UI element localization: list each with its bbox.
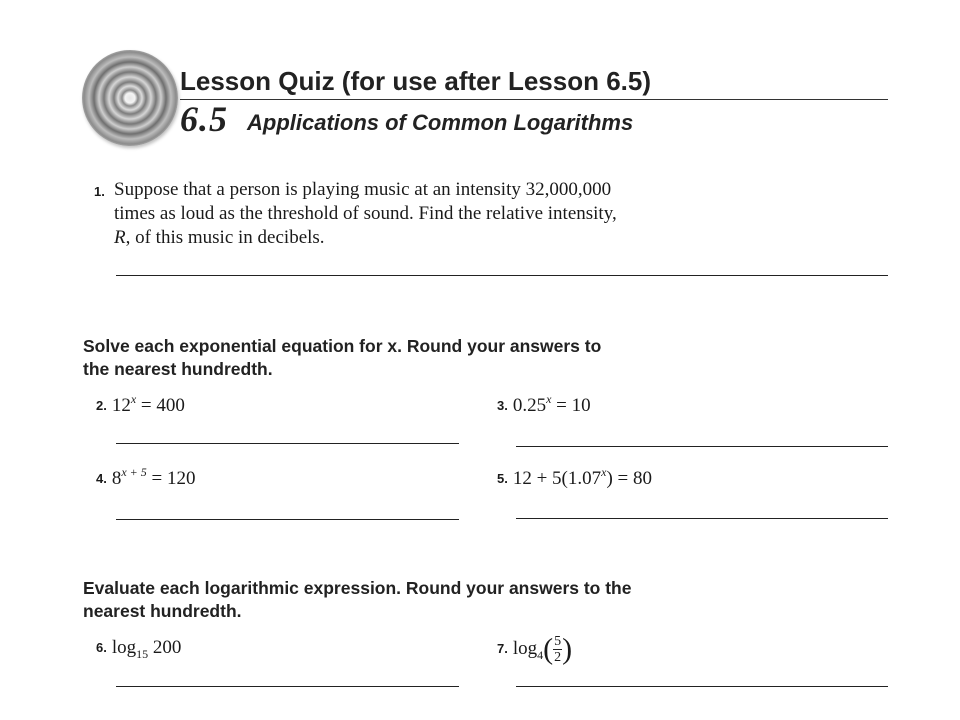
problem-4: 4. $8^{x + 5} = 120$ [96,465,196,489]
lesson-subtitle: Applications of Common Logarithms [247,110,634,135]
answer-line-7[interactable] [516,686,888,687]
problem-2: 2. $12^x = 400$ [96,392,185,416]
question-1-text: Suppose that a person is playing music at an intensity 32,000,000 times as loud as the threshold of sound. Find the relative intensity, R, of this music in decibels. [114,179,617,248]
answer-line-4[interactable] [116,519,459,520]
answer-line-5[interactable] [516,518,888,519]
logarithmic-instructions: Evaluate each logarithmic expression. Round your answers to the nearest hundredth. [83,578,632,621]
answer-line-3[interactable] [516,446,888,447]
answer-line-2[interactable] [116,443,459,444]
problem-3: 3. $0.25^x = 10$ [497,392,591,416]
answer-line-6[interactable] [116,686,459,687]
question-number: 1. [94,184,105,199]
question-1 [94,178,734,250]
problem-7: 7. $\log_4$( $\frac{5}{2}$ ) [497,632,573,666]
lesson-logo-icon [82,50,178,146]
left-paren: ( [543,632,554,666]
quiz-title: Lesson Quiz (for use after Lesson 6.5) [180,66,651,96]
problem-6: 6. $\log_{15} 200$ [96,637,182,661]
answer-line-1[interactable] [116,275,888,276]
problem-5: 5. $12 + 5(1.07^x) = 80$ [497,465,653,489]
right-paren: ) [562,632,573,666]
lesson-number: 6.5 [180,99,228,139]
header-divider [180,99,888,100]
fraction: $\frac{5}{2}$ [554,634,562,665]
exponential-instructions: Solve each exponential equation for x. Round your answers to the nearest hundredth. [83,336,602,379]
